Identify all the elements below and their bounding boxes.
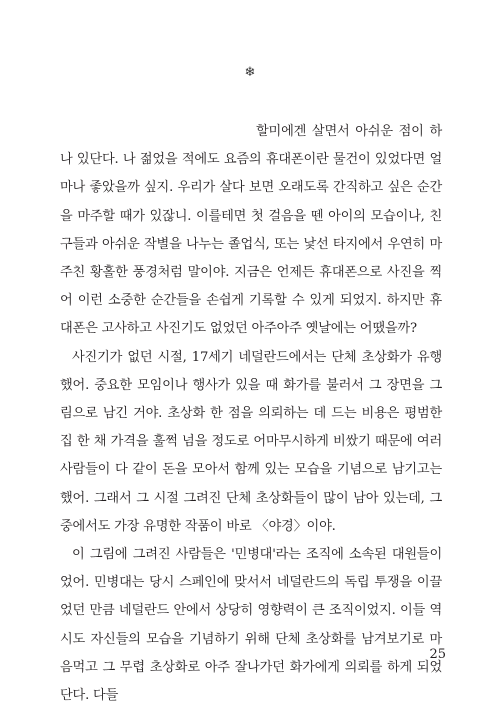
body-text	[60, 118, 442, 710]
page-number: 25	[429, 647, 446, 662]
paragraph-2: 사진기가 없던 시절, 17세기 네덜란드에서는 단체 초상화가 유행했어. 중요한 모임이나 행사가 있을 때 화가를 불러서 그 장면을 그림으로 남긴 거야. 초상화 한 점을 의뢰하는 데 드는 비용은 평범한 집 한 채 가격을 훌쩍 넘을 정도로 어마무시하게 비쌌기 때문에 여러 사람들이 다 같이 돈을 모아서 함께 있는 모습을 기념으로 남기고는 했어. 그래서 그 시절 그려진 단체 초상화들이 많이 남아 있는데, 그중에서도 가장 유명한 작품이 바로 〈야경〉이야.	[60, 349, 442, 534]
paragraph-3: 이 그림에 그려진 사람들은 '민병대'라는 조직에 소속된 대원들이었어. 민병대는 당시 스페인에 맞서서 네덜란드의 독립 투쟁을 이끌었던 만큼 네덜란드 안에서 상당히 영향력이 큰 조직이었지. 이들 역시도 자신들의 모습을 기념하기 위해 단체 초상화를 남겨보기로 마음먹고 그 무렵 초상화로 아주 잘나가던 화가에게 의뢰를 하게 되었단다. 다들	[60, 547, 442, 704]
paragraph-1: 할미에겐 살면서 아쉬운 점이 하나 있단다. 나 젊었을 적에도 요즘의 휴대폰이란 물건이 있었다면 얼마나 좋았을까 싶지. 우리가 살다 보면 오래도록 간직하고 싶은 순간을 마주할 때가 있잖니. 이를테면 첫 걸음을 뗀 아이의 모습이나, 친구들과 아쉬운 작별을 나누는 졸업식, 또는 낯선 타지에서 우연히 마주친 황홀한 풍경처럼 말이야. 지금은 언제든 휴대폰으로 사진을 찍어 이런 소중한 순간들을 손쉽게 기록할 수 있게 되었지. 하지만 휴대폰은 고사하고 사진기도 없었던 아주아주 옛날에는 어땠을까?	[60, 124, 442, 337]
snowflake-ornament-icon: ❄	[244, 65, 256, 80]
